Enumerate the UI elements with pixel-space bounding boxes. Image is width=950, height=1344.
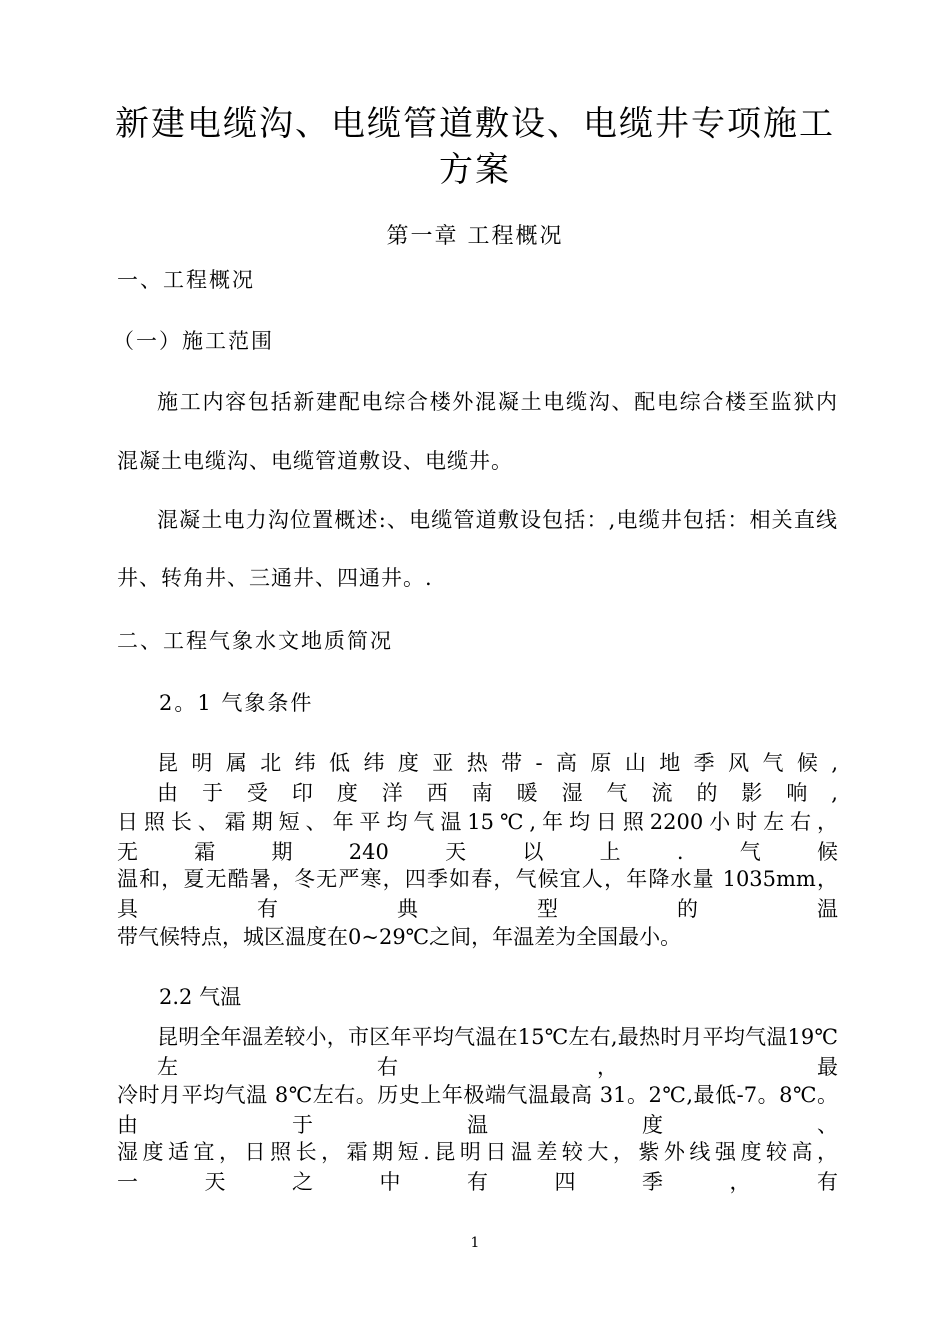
scope-paragraph-line-2: 混凝土电缆沟、电缆管道敷设、电缆井。 — [117, 449, 513, 473]
section-heading-climate-hydrology: 二、工程气象水文地质简况 — [117, 629, 393, 653]
chapter-title: 第一章 工程概况 — [386, 224, 564, 249]
temperature-paragraph-line-1: 昆明全年温差较小，市区年平均气温在15℃左右,最热时月平均气温19℃左右，最 — [157, 1025, 838, 1079]
document-title-line-1: 新建电缆沟、电缆管道敷设、电缆井专项施工 — [115, 104, 835, 144]
subsection-heading-temperature: 2.2 气温 — [159, 985, 242, 1009]
climate-paragraph-line-4: 带气候特点，城区温度在0~29℃之间，年温差为全国最小。 — [117, 925, 682, 949]
document-title-line-2: 方案 — [439, 150, 511, 190]
climate-paragraph-line-2: 日照长、霜期短、年平均气温15℃,年均日照2200小时左右，无霜期240天以上.气候 — [117, 810, 838, 864]
scope-paragraph-line-1: 施工内容包括新建配电综合楼外混凝土电缆沟、配电综合楼至监狱内 — [157, 390, 838, 414]
subsection-heading-weather: 2。1 气象条件 — [159, 691, 314, 715]
climate-paragraph-line-1: 昆明属北纬低纬度亚热带-高原山地季风气候,由于受印度洋西南暖湿气流的影响, — [157, 751, 838, 805]
temperature-paragraph-line-3: 湿度适宜，日照长，霜期短.昆明日温差较大，紫外线强度较高，一天之中有四季，有 — [117, 1140, 838, 1194]
page-number: 1 — [470, 1235, 480, 1251]
climate-paragraph-line-3: 温和，夏无酷暑，冬无严寒，四季如春，气候宜人，年降水量 1035mm，具有典型的温 — [117, 867, 838, 921]
location-paragraph-line-2: 井、转角井、三通井、四通井。. — [117, 566, 433, 590]
temperature-paragraph-line-2: 冷时月平均气温 8℃左右。历史上年极端气温最高 31。2℃,最低-7。8℃。由于温度、 — [117, 1083, 838, 1137]
subsection-heading-scope: （一）施工范围 — [113, 329, 274, 353]
location-paragraph-line-1: 混凝土电力沟位置概述:、电缆管道敷设包括：,电缆井包括：相关直线 — [157, 508, 838, 532]
section-heading-project-overview: 一、工程概况 — [117, 268, 255, 292]
